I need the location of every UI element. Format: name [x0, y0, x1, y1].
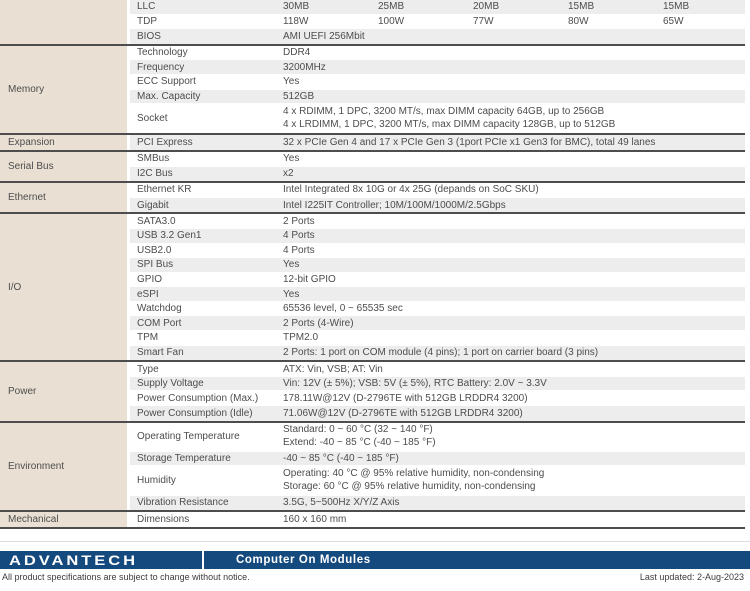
spec-row-value: Yes — [283, 76, 300, 88]
category-label: Expansion — [8, 137, 55, 149]
spec-row — [130, 198, 745, 213]
section-rows — [130, 0, 745, 44]
spec-row-label: BIOS — [137, 30, 161, 42]
spec-row-value-col: 77W — [473, 15, 494, 27]
section-rows — [130, 46, 745, 134]
spec-row — [130, 15, 745, 30]
spec-row — [130, 512, 745, 527]
spec-row — [130, 135, 745, 150]
spec-row-value-line: Operating: 40 °C @ 95% relative humidity, non-condensing — [283, 467, 545, 479]
spec-row-value: 4 Ports — [283, 244, 315, 256]
category-label: Memory — [8, 84, 45, 96]
spec-row-label: Frequency — [137, 61, 185, 73]
spec-row-value: 71.06W@12V (D-2796TE with 512GB LRDDR4 3200) — [283, 407, 523, 419]
section-rows — [130, 423, 745, 511]
spec-section-serial-bus — [0, 150, 745, 181]
spec-row-label: SATA3.0 — [137, 215, 176, 227]
spec-row-value: Yes — [283, 288, 300, 300]
spec-row-label: SPI Bus — [137, 259, 174, 271]
spec-row — [130, 29, 745, 44]
spec-row-label: TDP — [137, 15, 157, 27]
spec-row-value: 3200MHz — [283, 61, 326, 73]
spec-row — [130, 167, 745, 182]
spec-row — [130, 423, 745, 452]
spec-row-label: PCI Express — [137, 137, 193, 149]
spec-row — [130, 287, 745, 302]
category-cell — [0, 0, 127, 44]
category-label: Environment — [8, 460, 65, 472]
spec-row-label: Storage Temperature — [137, 453, 231, 465]
spec-row-value: 512GB — [283, 90, 315, 102]
category-cell — [0, 135, 127, 150]
spec-row-value-col: 65W — [663, 15, 684, 27]
spec-row-value: 2 Ports — [283, 215, 315, 227]
category-cell — [0, 46, 127, 134]
section-rows — [130, 362, 745, 420]
spec-row-value-col: 20MB — [473, 1, 500, 13]
spec-row — [130, 466, 745, 495]
spec-row-label: SMBus — [137, 153, 170, 165]
disclaimer-text: All product specifications are subject to change without notice. — [2, 572, 250, 582]
spec-row-value-line: Extend: -40 ~ 85 °C (-40 ~ 185 °F) — [283, 436, 436, 448]
section-rows — [130, 152, 745, 181]
spec-row-value: x2 — [283, 168, 294, 180]
spec-row-value — [283, 106, 745, 131]
spec-row-label: USB2.0 — [137, 244, 172, 256]
spec-row-label: Socket — [137, 113, 168, 125]
spec-row-value-col: 25MB — [378, 1, 405, 13]
spec-row — [130, 316, 745, 331]
category-cell — [0, 152, 127, 181]
spec-row-label: Power Consumption (Idle) — [137, 407, 253, 419]
spec-row-label: Gigabit — [137, 199, 169, 211]
spec-row-label: COM Port — [137, 317, 182, 329]
series-title: Computer On Modules — [236, 554, 371, 566]
spec-row-value-line: Standard: 0 ~ 60 °C (32 ~ 140 °F) — [283, 424, 433, 436]
spec-row — [130, 273, 745, 288]
spec-row-value: 12-bit GPIO — [283, 273, 336, 285]
last-updated-text: Last updated: 2-Aug-2023 — [639, 572, 744, 582]
spec-row — [130, 362, 745, 377]
spec-row-value: 65536 level, 0 ~ 65535 sec — [283, 303, 403, 315]
category-label: Power — [8, 385, 37, 397]
spec-row — [130, 46, 745, 61]
spec-row-label: Technology — [137, 47, 188, 59]
spec-row — [130, 452, 745, 467]
spec-row-label: LLC — [137, 1, 156, 13]
category-cell — [0, 214, 127, 360]
spec-row-value-col: 30MB — [283, 1, 310, 13]
spec-section-ethernet — [0, 181, 745, 212]
spec-row-label: Ethernet KR — [137, 184, 192, 196]
spec-row — [130, 302, 745, 317]
spec-row-value — [283, 468, 745, 493]
spec-row-label: Type — [137, 363, 159, 375]
advantech-logo: ADVANTECH — [9, 552, 139, 568]
spec-row-value: 160 x 160 mm — [283, 513, 347, 525]
spec-row — [130, 244, 745, 259]
spec-section-power — [0, 360, 745, 420]
spec-row — [130, 229, 745, 244]
spec-section-expansion — [0, 133, 745, 150]
spec-row-value-col: 80W — [568, 15, 589, 27]
spec-row-label: USB 3.2 Gen1 — [137, 230, 202, 242]
spec-row — [130, 391, 745, 406]
spec-row — [130, 0, 745, 15]
spec-row-value: -40 ~ 85 °C (-40 ~ 185 °F) — [283, 453, 399, 465]
spec-row-value: 2 Ports (4-Wire) — [283, 317, 354, 329]
spec-row-label: ECC Support — [137, 76, 196, 88]
section-rows — [130, 512, 745, 527]
legal-row — [0, 571, 750, 583]
spec-row-value: Intel I225IT Controller; 10M/100M/1000M/2.5Gbps — [283, 199, 506, 211]
spec-row — [130, 75, 745, 90]
spec-row-value: ATX: Vin, VSB; AT: Vin — [283, 363, 383, 375]
spec-section-top — [0, 0, 745, 44]
spec-row — [130, 496, 745, 511]
spec-row — [130, 152, 745, 167]
spec-row-label: Watchdog — [137, 303, 182, 315]
category-cell — [0, 362, 127, 420]
spec-section-mechanical — [0, 510, 745, 527]
category-label: I/O — [8, 281, 22, 293]
spec-row-value-col: 15MB — [663, 1, 690, 13]
spec-row-label: Power Consumption (Max.) — [137, 392, 259, 404]
spec-row-value-line: 4 x RDIMM, 1 DPC, 3200 MT/s, max DIMM capacity 64GB, up to 256GB — [283, 106, 605, 118]
section-rows — [130, 183, 745, 212]
spec-row-value: TPM2.0 — [283, 332, 319, 344]
footer-divider — [0, 541, 750, 542]
spec-row — [130, 377, 745, 392]
category-cell — [0, 423, 127, 511]
spec-row — [130, 214, 745, 229]
section-rows — [130, 135, 745, 150]
spec-row-value: 3.5G, 5~500Hz X/Y/Z Axis — [283, 497, 400, 509]
spec-row — [130, 331, 745, 346]
spec-row-value: Yes — [283, 153, 300, 165]
spec-row-value: 2 Ports: 1 port on COM module (4 pins); 1 port on carrier board (3 pins) — [283, 347, 599, 359]
spec-row — [130, 406, 745, 421]
spec-row-value: Vin: 12V (± 5%); VSB: 5V (± 5%), RTC Battery: 2.0V ~ 3.3V — [283, 378, 547, 390]
category-label: Serial Bus — [8, 161, 54, 173]
category-label: Mechanical — [8, 513, 59, 525]
spec-row-label: GPIO — [137, 273, 163, 285]
spec-row-value-col: 15MB — [568, 1, 595, 13]
spec-section-environment — [0, 421, 745, 511]
spec-row-label: Operating Temperature — [137, 431, 240, 443]
spec-row-value: AMI UEFI 256Mbit — [283, 30, 365, 42]
spec-row-label: eSPI — [137, 288, 159, 300]
spec-row-value-line: 4 x LRDIMM, 1 DPC, 3200 MT/s, max DIMM capacity 128GB, up to 512GB — [283, 118, 616, 130]
spec-row-label: TPM — [137, 332, 159, 344]
spec-row-label: Max. Capacity — [137, 90, 201, 102]
brand-logo-box — [0, 551, 202, 569]
spec-row-label: Dimensions — [137, 513, 190, 525]
spec-row-label: Supply Voltage — [137, 378, 204, 390]
spec-row-label: Vibration Resistance — [137, 497, 229, 509]
spec-row-value-col: 100W — [378, 15, 405, 27]
brand-bar — [0, 551, 750, 569]
spec-row-value: Yes — [283, 259, 300, 271]
spec-row-label: I2C Bus — [137, 168, 173, 180]
spec-section-i-o — [0, 212, 745, 360]
spec-row-label: Smart Fan — [137, 347, 184, 359]
spec-row — [130, 183, 745, 198]
spec-row-value: DDR4 — [283, 47, 311, 59]
spec-row-value: 32 x PCIe Gen 4 and 17 x PCIe Gen 3 (1port PCIe x1 Gen3 for BMC), total 49 lanes — [283, 137, 656, 149]
spec-row-value-col: 118W — [283, 15, 309, 27]
spec-section-memory — [0, 44, 745, 134]
spec-row-value: 4 Ports — [283, 230, 315, 242]
spec-row — [130, 258, 745, 273]
spec-row-label: Humidity — [137, 475, 176, 486]
spec-row-value: 178.11W@12V (D-2796TE with 512GB LRDDR4 3200) — [283, 392, 528, 404]
category-cell — [0, 512, 127, 527]
category-label: Ethernet — [8, 192, 46, 204]
spec-row-value — [283, 424, 745, 449]
category-cell — [0, 183, 127, 212]
spec-row — [130, 104, 745, 133]
section-rows — [130, 214, 745, 360]
spec-row — [130, 90, 745, 105]
spec-row-value: Intel Integrated 8x 10G or 4x 25G (depands on SoC SKU) — [283, 184, 539, 196]
spec-row — [130, 60, 745, 75]
spec-row — [130, 346, 745, 361]
spec-row-value-line: Storage: 60 °C @ 95% relative humidity, non-condensing — [283, 480, 536, 492]
